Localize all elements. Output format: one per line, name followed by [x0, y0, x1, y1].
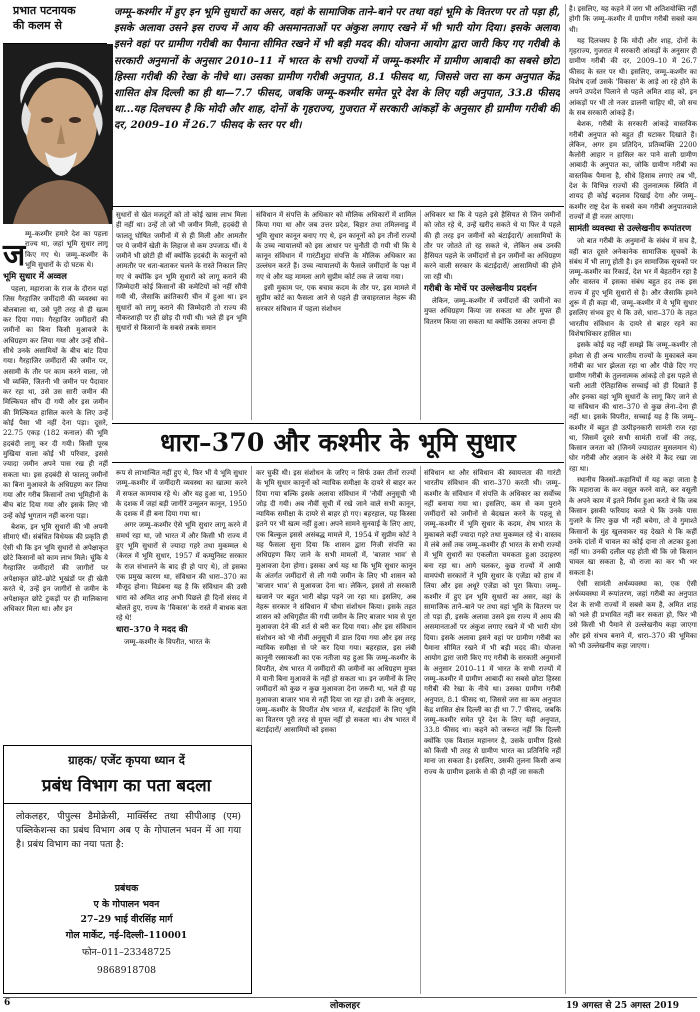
article-column-3 — [256, 210, 416, 418]
paragraph: लेकिन, जम्मू–कश्मीर में जमींदारों की जमीनों का मुफ्त अधिग्रहण किया जा सकता था और मुफ्त ही वितरण किया जा सकता था क्योंकि उसका अपना ही — [424, 297, 561, 326]
notice-body: लोकलहर, पीपुल्स डैमोक्रेसी, मार्क्सिस्ट तथा सीपीआइ (एम) पब्लिकेशन्स का प्रबंध विभाग अब ए के गोपालन भवन में आ गया है। प्रबंध विभाग का नया पता है: — [16, 811, 241, 850]
paragraph: रूप से लाभान्वित नहीं हुए थे, फिर भी ये भूमि सुधार जम्मू–कश्मीर में जमींदारी व्यवस्था का खात्मा करने में सफल कामयाब रहे थे। और यह हुआ था, 1950 के दशक में जहां बड़ी जागीरें उन्मूलन कानून, 1950 के दशक में ही बना दिया गया था। — [116, 469, 247, 519]
author-name: प्रभात पटनायक — [13, 4, 76, 17]
article-lower-column-2 — [256, 468, 416, 994]
page-number: 6 — [4, 998, 11, 1008]
paragraph: बेशक, गरीबी के सरकारी आंकड़े वास्तविक गरीबी अनुपात को बहुत ही घटाकर दिखाते हैं। लेकिन, अगर हम प्रतिदिन, प्रतिव्यक्ति 2200 कैलोरी आहार न हासिल कर पाने वाली ग्रामीण आबादी के अनुपात का, जोकि ग्रामीण गरीबी का वास्तविक पैमाना है, सीधे हिसाब लगाएं तब भी, देश के विभिन्न राज्यों की तुलनात्मक स्थिति में शायद ही कोई बदलाव दिखाई देगा और जम्मू–कश्मीर राष्ट्र देश के सबसे कम गरीबी अनुपातवाले राज्यों में ही नजर आएगा। — [569, 120, 697, 221]
notice-title: प्रबंध विभाग का पता बदला — [41, 776, 212, 796]
paragraph: जो बात गरीबी के अनुमानों के संबंध में सच है, वही बात दूसरे अनेकानेक सामाजिक सूचकों के संबंध में भी लागू होती है। इन सामाजिक सूचकों पर जम्मू–कश्मीर का रिकार्ड, देश भर में बेहतरीन रहा है और वास्तव में इसका संबंध बहुत हद तक इस राज्य में हुए भूमि सुधारों से है। और जैसाकि हमने शुरू में ही कहा थी, जम्मू–कश्मीर में ये भूमि सुधार इसलिए संभव हुए थे कि उसे, धारा–370 के तहत भारतीय संविधान के दायरे से बाहर रहने का विशेषाधिकार हासिल था। — [569, 237, 697, 338]
pull-quote: जम्मू–कश्मीर में हुए इन भूमि सुधारों का असर, वहां के सामाजिक ताने–बाने पर तथा वहां भूमि के वितरण पर तो पड़ा ही, इसके अलावा उसने इस राज्य में आय की असमानताओं पर अंकुश लगाए रखने में भी भारी योग दिया। इसके अलावा इसने वहां पर ग्रामीण गरीबी का पैमाना सीमित रखने में भी बड़ी मदद की। योजना आयोग द्वारा जारी किए गए गरीबी के सरकारी अनुमानों के अनुसार 2010–11 में भारत के सभी राज्यों में जम्मू–कश्मीर में ग्रामीण आबादी का सबसे छोटा हिस्सा गरीबी की रेखा के नीचे था। उसका ग्रामीण गरीबी अनुपात, 8.1 फीसद था, जिससे जरा सा कम अनुपात केंद्र शासित क्षेत्र दिल्ली का ही था—7.7 फीसद, जबकि जम्मू–कश्मीर समेत पूरे देश के लिए यही अनुपात, 33.8 फीसद था...यह दिलचस्प है कि मोदी और शाह, दोनों के गृहराज्य, गुजरात में सरकारी आंकड़ों के अनुसार ही ग्रामीण गरीबी की दर, 2009–10 में 26.7 फीसद के स्तर पर थी। — [114, 6, 560, 132]
phone-number: फोन–011–23348725 — [81, 947, 172, 958]
notice-banner: ग्राहक/ एजेंट कृपया ध्यान दें — [68, 753, 185, 767]
column-rule — [420, 210, 421, 420]
mobile-number: 9868918708 — [96, 965, 157, 976]
paragraph: ऐसी सामंती अर्थव्यवस्था का, एक ऐसी अर्थव्यवस्था में रूपांतरण, जहां गरीबी का अनुपात देश के सभी राज्यों में सबसे कम है, अमित शाह को भले ही प्रभावित नहीं कर सकता हो, फिर भी उसे किसी भी पैमाने से उल्लेखनीय कहा जाएगा और इसे संभव बनाने में, धारा–370 की भूमिका को भी उल्लेखनीय कहा जाएगा। — [569, 580, 697, 650]
article-column-5 — [569, 4, 697, 994]
column-rule — [565, 4, 566, 994]
paragraph: अधिकार था कि वे पहले इसे हैसियत से जिन जमीनों को जोत रहे थे, उन्हें खरीद सकते थे या फिर वे पहले की ही तरह इन जमीनों को बंटाईदारों/ आसामियों के तौर पर जोतते तो रह सकते थे, लेकिन अब उनकी हैसियत पहले के जमींदारों से इन जमीनों का अधिग्रहण करने वाली सरकार के बंटाईदारों/ आसामियों की होने जा रही थी। — [424, 211, 561, 281]
paragraph: इसके कोई यह नहीं समझे कि जम्मू–कश्मीर तो हमेशा से ही अन्य भारतीय राज्यों के मुकाबले कम गरीबी का भार झेलता रहा था और पीछे दिए गए ग्रामीण गरीबी के तुलनात्मक आंकड़े तो इस पहले से चली आती ऐतिहासिक सच्चाई को ही दिखाते हैं और इनका वहां भूमि सुधारों के लागू किए जाने से या संविधान की धारा–370 से कुछ लेना–देना ही नहीं था। इसके विपरीत, सच्चाई यह है कि जम्मू–कश्मीर में बहुत ही उत्पीड़नकारी सामंती राज रहा था, जिसमें दूसरे सभी सामंती राजों की तरह, किसान जनता को (जिनमें ज्यादातर मुसलमान थे) घोर गरीबी और अज्ञान के अंधेरे में कैद रखा जा रहा था। — [569, 341, 697, 473]
author-byline — [3, 3, 107, 44]
address-line: गोल मार्केट, नई–दिल्ली–110001 — [65, 930, 188, 941]
address-line: 27–29 भाई वीरसिंह मार्ग — [80, 914, 173, 925]
paragraph: इसी मुकाम पर, एक बचाव कदम के तौर पर, इस मामले में सुप्रीम कोर्ट का फैसला आने से पहले ही जवाहरलाल नेहरू की सरकार संविधान में पहला संशोधन — [256, 284, 416, 313]
byline-subtitle: की कलम से — [13, 19, 62, 32]
paragraph: स्थानीय किस्सों–कहानियों में यह कहा जाता है कि महाराजा के कर वसूल करने वाले, कर वसूली के अपने काम में इतने निर्मम हुआ करते थे कि जब किसान इसकी फरियाद करते थे कि उनके पास गुजारे के लिए कुछ भी नहीं बचेगा, तो वे गुमाश्ते किसानों के मुंह खुलवाकर यह देखते थे कि कहीं उनके दांतों में चावल का कोई दाना तो अटका हुआ नहीं था। उनकी दलील यह होती थी कि जो किसान चावल खा सकता है, वो राजा का कर भी भर सकता है। — [569, 476, 697, 577]
paragraph: अगर जम्मू–कश्मीर ऐसे भूमि सुधार लागू करने में समर्थ रहा था, जो भारत में और किसी भी राज्य में हुए भूमि सुधारों से ज्यादा गहरे तथा मुकम्मल थे (केरल में भूमि सुधार, 1957 में कम्युनिस्ट सरकार के राज संभालने के बाद ही हो पाए थे), तो इसका एक प्रमुख कारण था, संविधान की धारा–370 का मौजूद होना। विडंबना यह है कि संविधान की उसी धारा को अमित शाह अभी पिछले ही दिनों संसद में बोलते हुए, राज्य के 'विकास' के रास्ते में बाधक बता रहे थे! — [116, 521, 247, 623]
paragraph: जम्मू–कश्मीर के विपरीत, भारत के — [124, 638, 210, 647]
subheading: सामंती व्यवस्था से उल्लेखनीय रूपांतरण — [569, 224, 692, 235]
divider — [112, 206, 564, 207]
drop-cap: ज — [3, 238, 26, 273]
paragraph: संविधान था और संविधान की स्वायत्तता की गारंटी भारतीय संविधान की धारा–370 करती थी। जम्मू–कश्मीर के संविधान में संपत्ति के अधिकार का सर्वोच्च नहीं बनाया गया था। इसलिए, कम से कम पुराने जमींदारों को जमीनों से बेदखल करने के पहलू से जम्मू–कश्मीर में भूमि सुधार के कदम, शेष भारत के मुकाबले कहीं ज्यादा गहरे तथा मुकम्मल रहे थे। वास्तव में लंबे अर्से तक जम्मू–कश्मीर ही भारत के सभी राज्यों में भूमि सुधारों का एकलौता चमकता हुआ उदाहरण बना रहा था। आगे चलकर, कुछ राज्यों में आयी वामपंथी सरकारों ने भूमि सुधार के एजेंडा को हाथ में लिया और इस अधूरे एजेंडा को पूरा किया। जम्मू–कश्मीर में हुए इन भूमि सुधारों का असर, वहां के सामाजिक ताने–बाने पर तथा वहां भूमि के वितरण पर तो पड़ा ही, इसके अलावा उसने इस राज्य में आय की असमानताओं पर अंकुश लगाए रखने में भी भारी योग दिया। इसके अलावा इसने वहां पर ग्रामीण गरीबी का पैमाना सीमित रखने में भी बड़ी मदद की। योजना आयोग द्वारा जारी किए गए गरीबी के सरकारी अनुमानों के अनुसार 2010–11 में भारत के सभी राज्यों में जम्मू–कश्मीर में ग्रामीण आबादी का सबसे छोटा हिस्सा गरीबी की रेखा के नीचे था। उसका ग्रामीण गरीबी अनुपात, 8.1 फीसद था, जिससे जरा सा कम अनुपात केंद्र शासित क्षेत्र दिल्ली का ही था 7.7 फीसद, जबकि जम्मू–कश्मीर समेत पूरे देश के लिए यही अनुपात, 33.8 फीसद था। कहने को जरूरत नहीं कि दिल्ली क्योंकि एक विशाल महानगर है, उसके ग्रामीण हिस्से को किसी भी तरह से ग्रामीण भारत का प्रतिनिधि नहीं माना जा सकता है। इसलिए, उसकी तुलना किसी अन्य राज्य के ग्रामीण इलाके से की ही नहीं जा सकती — [424, 469, 561, 776]
address-heading: प्रबंधक — [114, 883, 139, 894]
article-lower-column-1 — [116, 468, 247, 740]
article-headline: धारा–370 और कश्मीर के भूमि सुधार — [112, 423, 564, 463]
article-column-1 — [3, 229, 108, 741]
intro-paragraph: म्मू–कश्मीर हमारे देश का पहला राज्य था, जहां भूमि सुधार लागू किए गए थे। जम्मू–कश्मीर के भूमि सुधारों के दो घटक थे। — [25, 230, 108, 269]
paragraph: बेशक, इन भूमि सुधारों की भी अपनी सीमाएं थीं। संबंधित विधेयक की प्रकृति ही ऐसी थी कि इन भूमि सुधारों से अपेक्षाकृत छोटे किसानों को काम लाभ मिले। चूंकि ये गैरहाजिर जमींदारों की जागीरों पर अपेक्षाकृत छोटे–छोटे भूखंडों पर ही खेती करते थे, उन्हें इन जागीरों से जमीन के अपेक्षाकृत छोटे टुकड़ों पर ही मालिकाना अधिकार मिला था। और इन — [3, 523, 108, 614]
address-line: ए के गोपालन भवन — [93, 899, 160, 910]
author-photo — [3, 44, 113, 224]
paragraph: है। इसलिए, यह कहने में जरा भी अतिशयोक्ति नहीं होगी कि जम्मू–कश्मीर में ग्रामीण गरीबी सबसे कम थी। — [569, 5, 697, 34]
subheading: भूमि सुधार में अव्वल — [3, 272, 67, 283]
subheading: गरीबी के मोर्चे पर उल्लेखनीय प्रदर्शन — [424, 284, 537, 295]
paragraph: कर चुकी थी। इस संशोधन के जरिए न सिर्फ उक्त तीनों राज्यों के भूमि सुधार कानूनों को न्यायिक समीक्षा के दायरे से बाहर कर दिया गया बल्कि इसके अलावा संविधान में 'नौवीं अनुसूची भी जोड़ दी गयी। अब नौवीं सूची में रखे जाने वाले सभी कानून, न्यायिक समीक्षा के दायरे से बाहर हो गए। बहरहाल, यह किस्सा इतने पर भी खत्म नहीं हुआ। अपने सामने सुनवाई के लिए आए, एक बिल्कुल इससे असंबद्ध मामले में, 1954 में सुप्रीम कोर्ट ने यह फैसला सुना दिया कि शासन द्वारा निजी संपत्ति का अधिग्रहण किए जाने के सभी मामलों में, 'बाजार भाव' से मुआवजा देना होगा। इसका अर्थ यह था कि भूमि सुधार कानून के अंतर्गत जमींदारों से ली गयी जमीन के लिए भी शासन को 'बाजार भाव' से मुआवजा देना था। लेकिन, इससे तो सरकारी खजाने पर बहुत भारी बोझ पड़ने जा रहा था। इसलिए, अब नेहरू सरकार ने संविधान में चौथा संशोधन किया। इसके तहत शासन को अधिगृहीत की गयी जमीन के लिए बाजार भाव से पूरा मुआवजा देने की शर्त से बरी कर दिया गया। और इस संविधान संशोधन को भी नौवीं अनुसूची में डाल दिया गया और इस तरह न्यायिक समीक्षा से परे कर दिया गया। बहरहाल, इस लंबी कानूनी रस्साकशी का एक नतीजा यह हुआ कि जम्मू–कश्मीर के विपरीत, शेष भारत में जमींदारों की जमीनों का अधिग्रहण मुफ्त में यानी बिना मुआवजे के नहीं हो सकता था। इन जमीनों के लिए जमींदारों को कुछ न कुछ मुआवजा देना जरूरी था, भले ही यह मुआवजा बाजार भाव से नहीं दिया जा रहा हो। उसी के अनुसार, जम्मू–कश्मीर के विपरीत शेष भारत में, बंटाईदारों के लिए भूमि का वितरण पूरी तरह से मुफ्त नहीं हो सकता था। शेष भारत में बंटाईदारों/ आसामियों को इसका — [256, 469, 416, 735]
publication-name: लोकलहर — [330, 1001, 360, 1011]
paragraph: संविधान में संपत्ति के अधिकार को मौलिक अधिकारों में शामिल किया गया था और जब उत्तर प्रदेश, बिहार तथा तमिलनाडु में भूमि सुधार कानून बनाए गए थे, इन कानूनों को इन तीनों राज्यों के उच्च न्यायालयों को इस आधार पर चुनौती दी गयी थी कि ये कानून संविधान में गारंटीशुदा संपत्ति के मौलिक अधिकार का उल्लंघन करते हैं। उच्च न्यायालयों के फैसले जमींदारों के पक्ष में गए थे और यह मामला आगे सुप्रीम कोर्ट तक ले जाया गया। — [256, 211, 416, 281]
column-rule — [112, 210, 113, 420]
divider — [4, 803, 251, 804]
article-column-2 — [116, 210, 247, 418]
notice-box — [3, 745, 252, 994]
paragraph: यह दिलचस्प है कि मोदी और शाह, दोनों के गृहराज्य, गुजरात में सरकारी आंकड़ों के अनुसार ही ग्रामीण गरीबी की दर, 2009–10 में 26.7 फीसद के स्तर पर थी। इसलिए, जम्मू–कश्मीर का विशेष दर्जा उसके 'विकास' के आड़े आ रहे होने के अपने उपदेश पिलाने से पहले अमित शाह को, इन आंकड़ों पर भी तो नजर डालनी चाहिए थी, जो सच के सब सरकारी आंकड़े हैं। — [569, 36, 697, 117]
paragraph: पहला, महाराजा के राज के दौरान यहां जिस गैरहाजिर जमींदारी की व्यवस्था का बोलबाला था, उसे पूरी तरह से ही खत्म कर दिया गया। गैरहाजिर जमींदारों की जमीनों का बिना किसी मुआवजे के अधिग्रहण कर लिया गया और उन्हें सीधे–सीधे उनके असामियों के बीच बांट दिया गया। गैरहाजिर जमींदारों की जमीन पर, असामी के तौर पर काम करने वाला, जो भी व्यक्ति, जितनी भी जमीन पर पैदावार कर रहा था, उसे उस सारी जमीन की मिल्कियत सौंप दी गयी और इस जमीन की मिल्कियत हासिल करने के लिए उन्हें कोई पैसा भी नहीं देना पड़ा। दूसरे, 22.75 एकड़ (182 कनाल) की भूमि हदबंदी लागू कर दी गयी। किसी पूरब मुखिया वाला कोई भी परिवार, इससे ज्यादा जमीन अपने पास रख ही नहीं सकता था। इस हदबंदी से फालतू जमीनों का बिना मुआवजे के अधिग्रहण कर लिया गया और गरीब किसानों तथा भूमिहीनों के बीच बांट दिया गया और इसके लिए भी उन्हें कोई भुगतान नहीं करना पड़ा। — [3, 285, 108, 520]
subheading: धारा–370 ने मदद की — [116, 625, 188, 636]
column-rule — [251, 210, 252, 420]
issue-date: 19 अगस्त से 25 अगस्त 2019 — [566, 1001, 679, 1011]
article-lower-column-3 — [424, 468, 561, 994]
column-rule — [420, 466, 421, 994]
paragraph: सुधारों से खेत मजदूरों को तो कोई खास लाभ मिला ही नहीं था। उन्हें तो जो भी जमीन मिली, हदबंदी से फालतू घोषित जमीनों में से ही मिली और आमतौर पर ये जमीनें खेती के लिहाज से कम उपजाऊ थीं। ये जमीनें भी छोटी ही थीं क्योंकि हदबंदी के कानूनों को आमतौर पर धता-बताकर चलने के रास्ते निकाल लिए गए थे क्योंकि इन भूमि सुधारों को लागू कराने की जिम्मेदारी कोई किसानों की कमेटियों को नहीं सौंपी गयी थी, जैसाकि क्रांतिकारी चीन में हुआ था। इन सुधारों को लागू कराने की जिम्मेदारी तो राज्य की नौकरशाही पर ही छोड़ दी गयी थी। भले ही इन भूमि सुधारों से किसानों के सबसे तबके समान — [116, 211, 247, 333]
article-column-4 — [424, 210, 561, 418]
